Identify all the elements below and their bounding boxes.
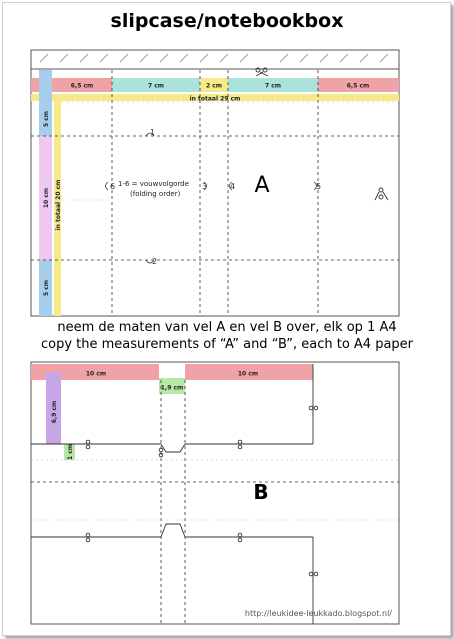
fold-number-5: 5 — [316, 182, 322, 191]
fold-order-title: 1-6 = vouwvolgorde — [118, 180, 189, 188]
label-b-left: 10 cm — [85, 370, 107, 378]
instruction-english: copy the measurements of “A” and “B”, each to A4 paper — [40, 337, 414, 352]
label-top-1: 6,5 cm — [70, 82, 94, 90]
sheet-b — [31, 362, 399, 624]
fold-number-6: 6 — [110, 182, 116, 191]
label-side-1: 5 cm — [43, 110, 50, 128]
sheet-b-label: B — [253, 480, 269, 504]
instruction-dutch: neem de maten van vel A en vel B over, elk op 1 A4 — [57, 320, 397, 335]
label-top-3: 2 cm — [205, 82, 223, 90]
label-total-height: in totaal 20 cm — [55, 179, 62, 231]
label-b-middle: 1,9 cm — [160, 384, 184, 392]
sheet-a — [31, 50, 399, 316]
label-b-tab: 1 cm — [67, 443, 74, 461]
sheet-b-outline — [31, 362, 399, 624]
fold-number-4: 4 — [230, 182, 236, 191]
fold-number-3: 3 — [202, 182, 208, 191]
label-top-2: 7 cm — [147, 82, 165, 90]
label-total-width: in totaal 29 cm — [189, 95, 241, 103]
fold-number-1: 1 — [150, 128, 156, 137]
label-b-side: 6,9 cm — [51, 400, 58, 424]
label-top-5: 6,5 cm — [346, 82, 370, 90]
source-url: http://leukidee-leukkado.blogspot.nl/ — [244, 609, 392, 618]
fold-number-2: 2 — [152, 257, 158, 266]
label-side-3: 5 cm — [43, 279, 50, 297]
fold-order-subtitle: (folding order) — [130, 190, 181, 198]
label-top-4: 7 cm — [264, 82, 282, 90]
sheet-a-label: A — [254, 173, 270, 198]
label-side-2: 10 cm — [43, 187, 50, 209]
label-b-right: 10 cm — [237, 370, 259, 378]
page-title: slipcase/notebookbox — [110, 10, 344, 32]
